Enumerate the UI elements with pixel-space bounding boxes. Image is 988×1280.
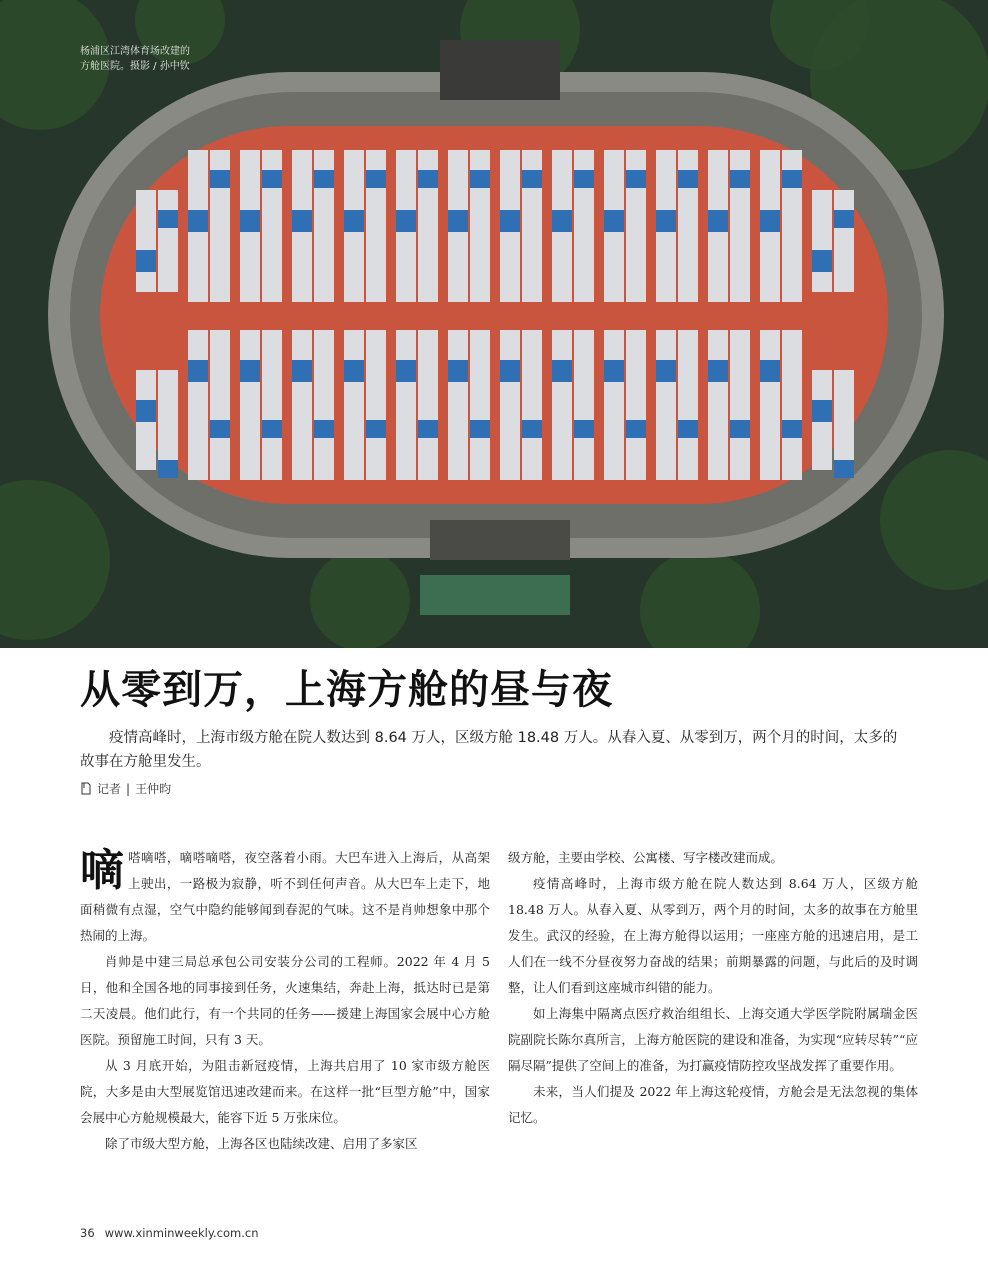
byline xyxy=(80,780,171,797)
photo-caption-line-1: 杨浦区江湾体育场改建的 xyxy=(80,46,190,57)
cabin-row xyxy=(552,330,572,480)
body-column-left xyxy=(80,845,490,1157)
cabin-blue-panel xyxy=(314,170,334,188)
cabin-blue-panel xyxy=(730,170,750,188)
cabin-row xyxy=(158,190,178,292)
cabin-blue-panel xyxy=(812,400,832,422)
cabin-blue-panel xyxy=(500,210,520,232)
cabin-blue-panel xyxy=(418,170,438,188)
grandstand-roof xyxy=(430,520,570,560)
cabin-blue-panel xyxy=(574,420,594,438)
cabin-blue-panel xyxy=(656,360,676,382)
cabin-blue-panel xyxy=(656,210,676,232)
cabin-blue-panel xyxy=(188,210,208,232)
cabin-row xyxy=(292,330,312,480)
cabin-blue-panel xyxy=(344,360,364,382)
cabin-blue-panel xyxy=(448,210,468,232)
cabin-blue-panel xyxy=(678,170,698,188)
cabin-row xyxy=(448,330,468,480)
byline-name: 王仲昀 xyxy=(135,782,172,796)
cabin-row xyxy=(366,330,386,480)
drop-cap: 嘀 xyxy=(80,845,124,896)
cabin-row xyxy=(656,330,676,480)
cabin-row xyxy=(782,330,802,480)
cabin-row xyxy=(470,330,490,480)
cabin-blue-panel xyxy=(604,360,624,382)
body-paragraph: 疫情高峰时，上海市级方舱在院人数达到 8.64 万人，区级方舱 18.48 万人。从春入夏、从零到万，两个月的时间，太多的故事在方舱里发生。武汉的经验，在上海方舱得以运用；一座座方舱的迅速启用，是工人们在一线不分昼夜努力奋战的结果；前期暴露的问题，与此后的及时调整，让人们看到这座城市纠错的能力。 xyxy=(508,876,918,995)
cabin-blue-panel xyxy=(522,420,542,438)
cabin-row xyxy=(136,190,156,292)
cabin-blue-panel xyxy=(760,360,780,382)
cabin-row xyxy=(210,330,230,480)
cabin-row xyxy=(834,370,854,470)
cabin-blue-panel xyxy=(522,170,542,188)
cabin-blue-panel xyxy=(240,210,260,232)
cabin-blue-panel xyxy=(136,250,156,272)
cabin-row xyxy=(678,330,698,480)
body-paragraph-continued: 级方舱，主要由学校、公寓楼、写字楼改建而成。 xyxy=(508,850,784,865)
body-paragraph: 从 3 月底开始，为阻击新冠疫情，上海共启用了 10 家市级方舱医院，大多是由大型展览馆迅速改建而来。在这样一批“巨型方舱”中，国家会展中心方舱规模最大，能容下近 5 万张床位。 xyxy=(80,1058,490,1125)
grandstand-roof xyxy=(440,40,560,100)
cabin-row xyxy=(730,330,750,480)
cabin-row xyxy=(158,370,178,470)
pen-icon xyxy=(80,782,92,795)
cabin-blue-panel xyxy=(210,420,230,438)
cabin-blue-panel xyxy=(812,250,832,272)
cabin-blue-panel xyxy=(210,170,230,188)
cabin-blue-panel xyxy=(366,170,386,188)
cabin-blue-panel xyxy=(396,210,416,232)
cabin-blue-panel xyxy=(262,170,282,188)
cabin-blue-panel xyxy=(240,360,260,382)
sports-court xyxy=(420,575,570,615)
photo-caption-line-2: 方舱医院。摄影 / 孙中钦 xyxy=(80,61,190,72)
cabin-row xyxy=(834,190,854,292)
cabin-row xyxy=(396,330,416,480)
cabin-blue-panel xyxy=(314,420,334,438)
cabin-blue-panel xyxy=(448,360,468,382)
cabin-blue-panel xyxy=(760,210,780,232)
cabin-blue-panel xyxy=(396,360,416,382)
cabin-row xyxy=(604,330,624,480)
cabin-row xyxy=(418,330,438,480)
body-column-right xyxy=(508,845,918,1131)
cabin-row xyxy=(626,330,646,480)
cabin-blue-panel xyxy=(574,170,594,188)
body-paragraph xyxy=(80,845,490,949)
cabin-blue-panel xyxy=(262,420,282,438)
cabin-blue-panel xyxy=(552,210,572,232)
body-paragraph: 除了市级大型方舱，上海各区也陆续改建、启用了多家区 xyxy=(105,1136,418,1151)
article-title: 从零到万，上海方舱的昼与夜 xyxy=(80,667,613,713)
cabin-blue-panel xyxy=(552,360,572,382)
cabin-blue-panel xyxy=(834,460,854,478)
cabin-row xyxy=(500,330,520,480)
cabin-blue-panel xyxy=(366,420,386,438)
cabin-row xyxy=(262,330,282,480)
cabin-blue-panel xyxy=(708,210,728,232)
cabin-blue-panel xyxy=(292,210,312,232)
cabin-blue-panel xyxy=(678,420,698,438)
cabin-blue-panel xyxy=(708,360,728,382)
body-paragraph: 如上海集中隔离点医疗救治组组长、上海交通大学医学院附属瑞金医院副院长陈尔真所言，上海方舱医院的建设和准备，为实现“应转尽转”“应隔尽隔”提供了空间上的准备，为打赢疫情防控攻坚战发挥了重要作用。 xyxy=(508,1006,918,1073)
cabin-blue-panel xyxy=(782,420,802,438)
body-paragraph: 未来，当人们提及 2022 年上海这轮疫情，方舱会是无法忽视的集体记忆。 xyxy=(508,1084,918,1125)
cabin-row xyxy=(708,330,728,480)
cabin-blue-panel xyxy=(626,420,646,438)
cabin-blue-panel xyxy=(158,210,178,228)
byline-separator: | xyxy=(126,781,131,796)
cabin-blue-panel xyxy=(604,210,624,232)
cabin-blue-panel xyxy=(292,360,312,382)
page-number: 36 xyxy=(80,1226,95,1240)
page-footer xyxy=(80,1226,259,1240)
cabin-blue-panel xyxy=(470,170,490,188)
photo-caption xyxy=(80,44,240,74)
cabin-blue-panel xyxy=(136,400,156,422)
cabin-blue-panel xyxy=(500,360,520,382)
cabin-blue-panel xyxy=(834,210,854,228)
cabin-blue-panel xyxy=(158,460,178,478)
tree-cluster xyxy=(310,550,410,648)
paragraph-text: 嗒嘀嗒，嘀嗒嘀嗒，夜空落着小雨。大巴车进入上海后，从高架上驶出，一路极为寂静，听不到任何声音。从大巴车上走下，地面稍微有点湿，空气中隐约能够闻到春泥的气味。这不是肖帅想象中那个热闹的上海。 xyxy=(80,850,490,943)
cabin-row xyxy=(760,330,780,480)
cabin-blue-panel xyxy=(782,170,802,188)
cabin-row xyxy=(344,330,364,480)
website-url: www.xinminweekly.com.cn xyxy=(104,1226,259,1240)
cabin-blue-panel xyxy=(418,420,438,438)
article-lead: 疫情高峰时，上海市级方舱在院人数达到 8.64 万人，区级方舱 18.48 万人。从春入夏、从零到万，两个月的时间，太多的故事在方舱里发生。 xyxy=(80,730,898,770)
cabin-row xyxy=(188,330,208,480)
cabin-row xyxy=(240,330,260,480)
body-paragraph: 肖帅是中建三局总承包公司安装分公司的工程师。2022 年 4 月 5 日，他和全国各地的同事接到任务，火速集结，奔赴上海，抵达时已是第二天凌晨。他们此行，有一个共同的任务——援建上海国家会展中心方舱医院。预留施工时间，只有 3 天。 xyxy=(80,954,490,1047)
cabin-blue-panel xyxy=(188,360,208,382)
cabin-blue-panel xyxy=(626,170,646,188)
cabin-blue-panel xyxy=(344,210,364,232)
cabin-blue-panel xyxy=(730,420,750,438)
cabin-row xyxy=(522,330,542,480)
cabin-row xyxy=(574,330,594,480)
cabin-row xyxy=(812,190,832,292)
cabin-blue-panel xyxy=(470,420,490,438)
byline-label: 记者 xyxy=(97,782,122,796)
cabin-row xyxy=(314,330,334,480)
